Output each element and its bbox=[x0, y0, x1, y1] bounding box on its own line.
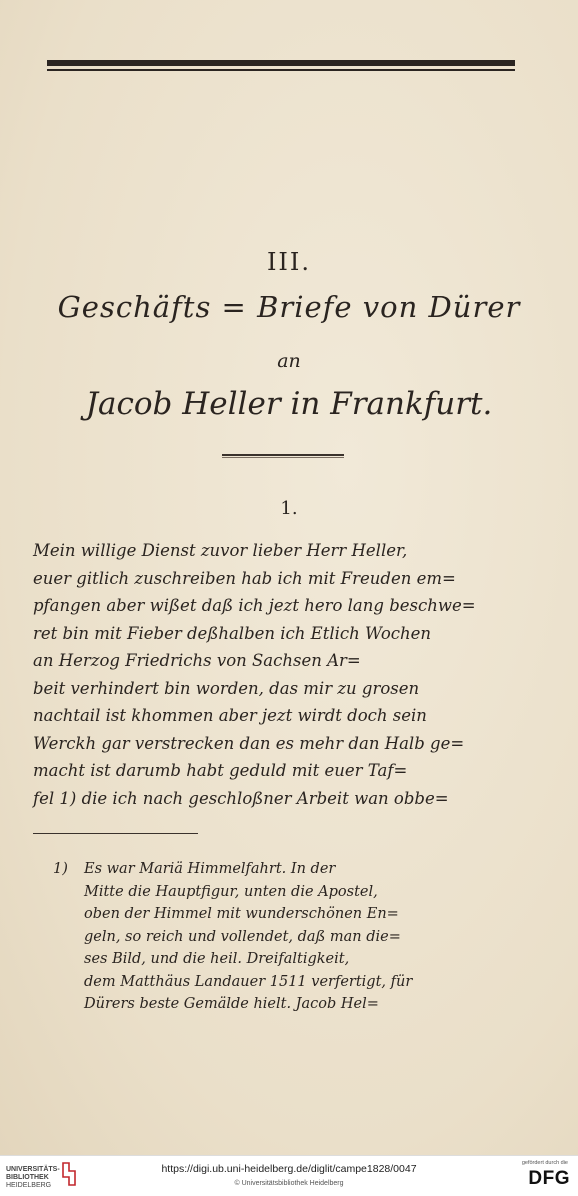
library-name-line3: HEIDELBERG bbox=[6, 1182, 52, 1189]
body-line: euer gitlich zuschreiben hab ich mit Freuden em= bbox=[33, 568, 456, 588]
footnote-rule bbox=[33, 833, 198, 834]
top-rule-thin bbox=[47, 69, 515, 71]
dfg-logo[interactable]: DFG bbox=[528, 1168, 570, 1189]
letter-body bbox=[33, 537, 529, 812]
body-line: macht ist darumb habt geduld mit euer Taf= bbox=[33, 761, 408, 780]
body-line: fel 1) die ich nach geschloßner Arbeit wan obbe= bbox=[33, 788, 449, 808]
footnote-line: Mitte die Hauptfigur, unten die Apostel, bbox=[84, 883, 378, 900]
chapter-number: III. bbox=[266, 248, 312, 276]
body-line: nachtail ist khommen aber jezt wirdt doch sein bbox=[33, 706, 427, 725]
footnote-line: Dürers beste Gemälde hielt. Jacob Hel= bbox=[84, 996, 379, 1012]
footnote-line: oben der Himmel mit wunderschönen En= bbox=[84, 906, 399, 922]
body-line: ret bin mit Fieber deßhalben ich Etlich Wochen bbox=[33, 623, 432, 643]
body-line: an Herzog Friedrichs von Sachsen Ar= bbox=[33, 651, 361, 670]
footnote-mark: 1) bbox=[53, 861, 68, 877]
body-line: Werckh gar verstrecken dan es mehr dan Halb ge= bbox=[33, 733, 465, 753]
bleed-through-text bbox=[290, 110, 560, 271]
footnote-line: ses Bild, und die heil. Dreifaltigkeit, bbox=[84, 951, 350, 967]
footnote-text bbox=[84, 858, 526, 1016]
funded-by-label: gefördert durch die bbox=[521, 1160, 568, 1166]
library-name-line2: BIBLIOTHEK bbox=[6, 1174, 49, 1181]
body-line: pfangen aber wißet daß ich jezt hero lang beschwe= bbox=[33, 596, 476, 615]
footnote bbox=[53, 858, 526, 1016]
chapter-title-recipient: Jacob Heller in Frankfurt. bbox=[85, 386, 493, 422]
ornament-rule bbox=[222, 454, 344, 456]
chapter-title: Geschäfts = Briefe von Dürer bbox=[57, 290, 521, 324]
chapter-title-an: an bbox=[277, 350, 301, 372]
top-rule bbox=[47, 60, 515, 66]
library-name-line1: UNIVERSITÄTS- bbox=[6, 1166, 60, 1173]
section-number: 1. bbox=[280, 498, 298, 519]
footnote-line: Es war Mariä Himmelfahrt. In der bbox=[84, 861, 336, 877]
footnote-line: geln, so reich und vollendet, daß man die= bbox=[84, 928, 401, 945]
body-line: Mein willige Dienst zuvor lieber Herr Heller, bbox=[33, 541, 408, 560]
copyright-notice: © Universitätsbibliothek Heidelberg bbox=[234, 1180, 344, 1187]
permalink-url[interactable]: https://digi.ub.uni-heidelberg.de/diglit/campe1828/0047 bbox=[161, 1163, 417, 1175]
footnote-line: dem Matthäus Landauer 1511 verfertigt, für bbox=[84, 973, 413, 990]
body-line: beit verhindert bin worden, das mir zu grosen bbox=[33, 678, 420, 698]
viewer-footer-bar bbox=[0, 1155, 578, 1196]
